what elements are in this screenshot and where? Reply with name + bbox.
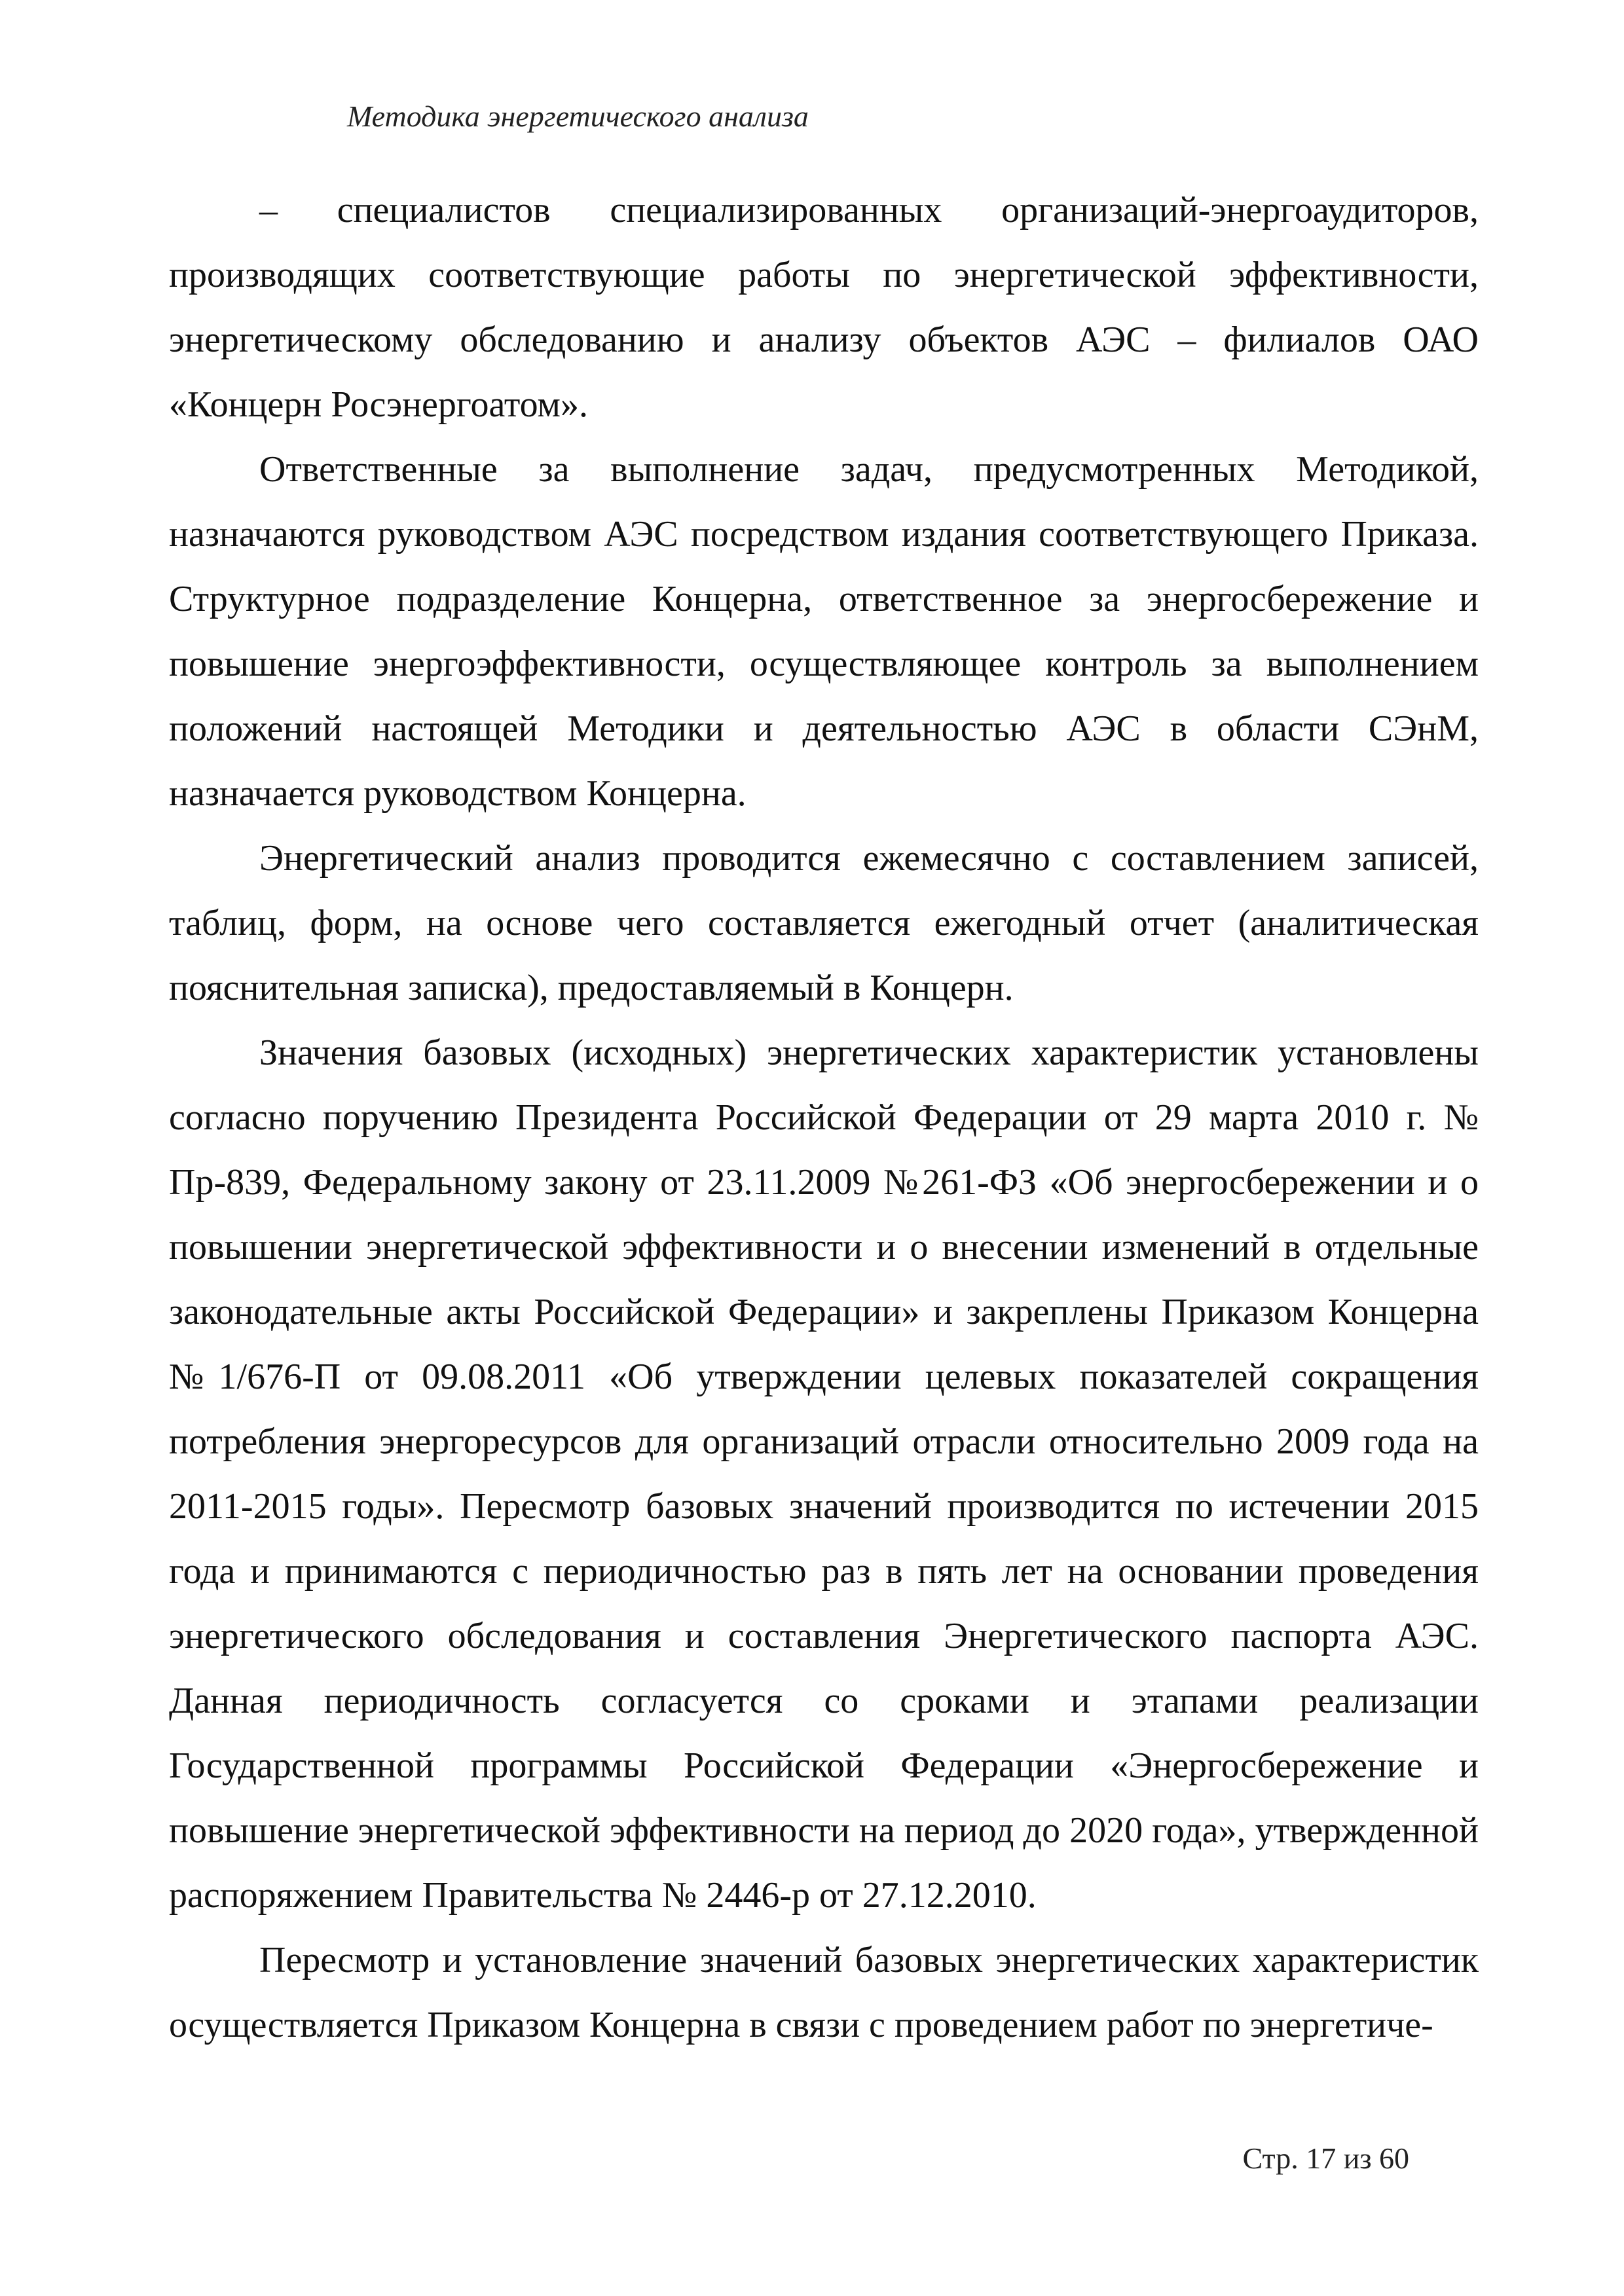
running-header: Методика энергетического анализа <box>347 100 809 133</box>
paragraph-4: Значения базовых (исходных) энергетических характеристик установлены согласно поручению Президента Российской Федерации от 29 марта 2010 г. № Пр-839, Федеральному закону от 23.11.2009 №261-ФЗ «Об энергосбережении и о повышении энергетической эффективности и о внесении изменений в отдельные законодательные акты Российской Федерации» и закреплены Приказом Концерна №1/676-П от 09.08.2011 «Об утверждении целевых показателей сокращения потребления энергоресурсов для организаций отрасли относительно 2009 года на 2011-2015 годы». Пересмотр базовых значений производится по истечении 2015 года и принимаются с периодичностью раз в пять лет на основании проведения энергетического обследования и составления Энергетического паспорта АЭС. Данная периодичность согласуется со сроками и этапами реализации Государственной программы Российской Федерации «Энергосбережение и повышение энергетической эффективности на период до 2020 года», утвержденной распоряжением Правительства № 2446-р от 27.12.2010. <box>169 1032 1479 1916</box>
body-text <box>169 178 1479 2058</box>
page-number: Стр. 17 из 60 <box>1242 2141 1409 2175</box>
paragraph-1: – специалистов специализированных организаций-энергоаудиторов, производящих соответствующие работы по энергетической эффективности, энергетическому обследованию и анализу объектов АЭС – филиалов ОАО «Концерн Росэнергоатом». <box>169 190 1479 425</box>
paragraph-3: Энергетический анализ проводится ежемесячно с составлением записей, таблиц, форм, на основе чего составляется ежегодный отчет (аналитическая пояснительная записка), предоставляемый в Концерн. <box>169 838 1479 1008</box>
paragraph-5: Пересмотр и установление значений базовых энергетических характеристик осуществляется Приказом Концерна в связи с проведением работ по энергетиче- <box>169 1940 1479 2045</box>
paragraph-2: Ответственные за выполнение задач, предусмотренных Методикой, назначаются руководством АЭС посредством издания соответствующего Приказа. Структурное подразделение Концерна, ответственное за энергосбережение и повышение энергоэффективности, осуществляющее контроль за выполнением положений настоящей Методики и деятельностью АЭС в области СЭнМ, назначается руководством Концерна. <box>169 449 1479 814</box>
